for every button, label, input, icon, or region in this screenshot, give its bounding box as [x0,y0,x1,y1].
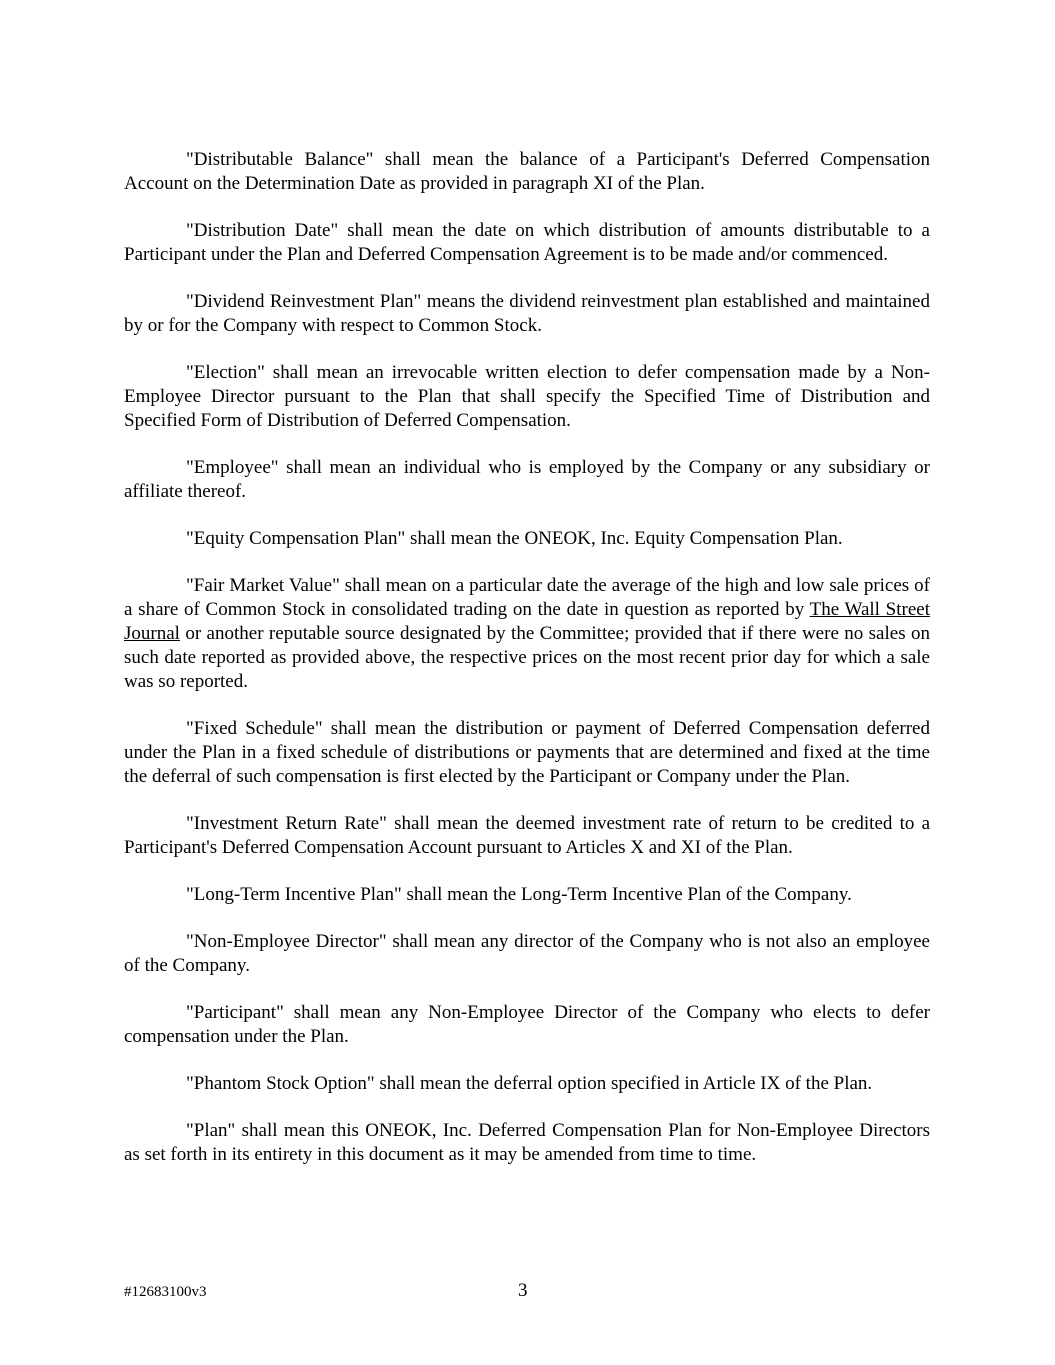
definition-employee: "Employee" shall mean an individual who is employed by the Company or any subsidiary or affiliate thereof. [124,457,930,502]
definition-participant: "Participant" shall mean any Non-Employee Director of the Company who elects to defer compensation under the Plan. [124,1002,930,1047]
footer-page-number: 3 [518,1280,528,1301]
definition-fair-market-value [124,574,930,694]
definition-phantom-stock-option: "Phantom Stock Option" shall mean the deferral option specified in Article IX of the Plan. [186,1073,873,1094]
definition-fixed-schedule: "Fixed Schedule" shall mean the distribution or payment of Deferred Compensation deferred under the Plan in a fixed schedule of distributions or payments that are determined and fixed at the time the deferral of such compensation is first elected by the Participant or Company under the Plan. [124,718,930,787]
fair-market-value-text-after: or another reputable source designated by the Committee; provided that if there were no sales on such date reported as provided above, the respective prices on the most recent prior day for which a sale was so reported. [124,623,930,692]
definition-distribution-date: "Distribution Date" shall mean the date on which distribution of amounts distributable to a Participant under the Plan and Deferred Compensation Agreement is to be made and/or commenced. [124,220,930,265]
document-body [124,148,930,1190]
definition-plan: "Plan" shall mean this ONEOK, Inc. Deferred Compensation Plan for Non-Employee Directors as set forth in its entirety in this document as it may be amended from time to time. [124,1120,930,1165]
definition-dividend-reinvestment-plan: "Dividend Reinvestment Plan" means the dividend reinvestment plan established and maintained by or for the Company with respect to Common Stock. [124,291,930,336]
definition-investment-return-rate: "Investment Return Rate" shall mean the deemed investment rate of return to be credited to a Participant's Deferred Compensation Account pursuant to Articles X and XI of the Plan. [124,813,930,858]
footer-document-id: #12683100v3 [124,1284,207,1300]
definition-distributable-balance: "Distributable Balance" shall mean the balance of a Participant's Deferred Compensation Account on the Determination Date as provided in paragraph XI of the Plan. [124,149,930,194]
definition-equity-compensation-plan: "Equity Compensation Plan" shall mean the ONEOK, Inc. Equity Compensation Plan. [186,528,843,549]
definition-non-employee-director: "Non-Employee Director" shall mean any director of the Company who is not also an employee of the Company. [124,931,930,976]
publication-name-underlined: The Wall Street Journal [124,599,930,644]
fair-market-value-text-before: "Fair Market Value" shall mean on a particular date the average of the high and low sale prices of a share of Common Stock in consolidated trading on the date in question as reported by [124,575,930,620]
definition-election: "Election" shall mean an irrevocable written election to defer compensation made by a Non-Employee Director pursuant to the Plan that shall specify the Specified Time of Distribution and Specified Form of Distribution of Deferred Compensation. [124,362,930,431]
definition-long-term-incentive-plan: "Long-Term Incentive Plan" shall mean the Long-Term Incentive Plan of the Company. [186,884,852,905]
